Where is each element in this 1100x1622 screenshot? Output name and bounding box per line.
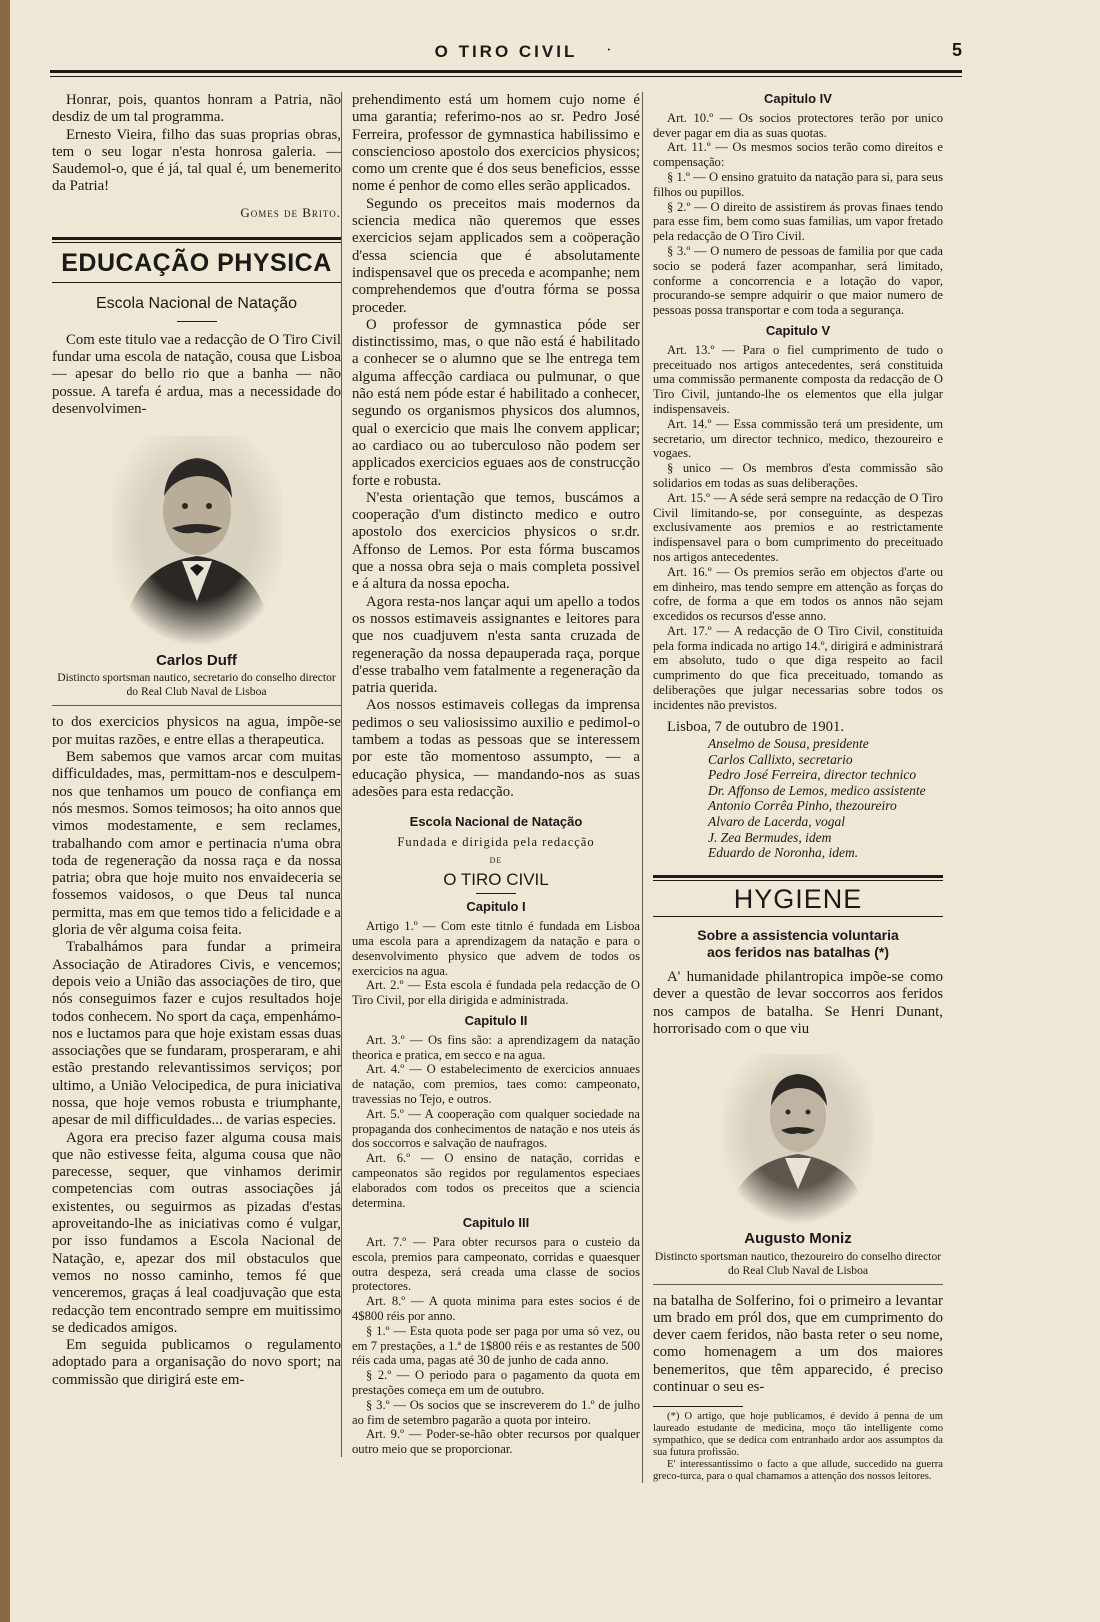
chapter-heading: Capitulo V xyxy=(765,322,831,338)
article-paragraph: na batalha de Solferino, foi o primeiro a levantar um brado em pról dos, que em cumprimento do dever caem feridos, não basta reter o seu nome, como homenagem a um dos maiores benemeritos, que têm apparecido, é preciso continuar o seu es- xyxy=(653,1292,943,1395)
section-divider xyxy=(52,237,341,240)
article-paragraph: Agora era preciso fazer alguma cousa mais que não estivesse feita, alguma cousa que não parecesse, sequer, que vinhamos derimir competencias com outras associações já existentes, ou seguirmos as pizadas d'estas aproveitando-lhe as iniciativas como é vulgar, por isso fundamos a Escola Nacional de Natação, e, apezar dos mil obstaculos que vemos no nosso caminho, temos fé que venceremos, graças á leal coadjuvação que esta redacção tem encontrado sempre em muitissimo se dedicados amigos. xyxy=(52,1129,341,1336)
photo-caption: Distincto sportsman nautico, secretario do conselho director do Real Club Naval de Lisboa xyxy=(57,671,336,699)
header-rule-thin xyxy=(50,76,962,77)
column-3 xyxy=(642,92,943,1483)
article-paragraph: Bem sabemos que vamos arcar com muitas difficuldades, mas, permittam-nos e desculpem-nos que tenhamos um pouco de confiança em nós mesmos. Somos teimosos; ha oito annos que vimos modestamente, e sem reclames, trabalhando com amor e pertinacia n'uma obra toda de regeneração da nossa raça e da nossa patria; obra que hoje muito nos envaideceria se fossemos vaidosos, o que Deus tal nunca permitta, mas em que temos tido a felicidade e a gloria de vêr alguma coisa feita. xyxy=(52,749,341,939)
article-clause: Art. 3.º — Os fins são: a aprendizagem da natação theorica e pratica, em secco e na agua. xyxy=(352,1032,640,1062)
signatory: Alvaro de Lacerda, vogal xyxy=(708,813,845,829)
chapter-heading: Capitulo III xyxy=(462,1215,530,1231)
section-title: HYGIENE xyxy=(733,883,863,914)
signatory: Pedro José Ferreira, director technico xyxy=(708,767,917,783)
article-paragraph: to dos exercicios physicos na agua, impõe-se por muitas razões, e entre ellas a therapeutica. xyxy=(52,714,341,748)
signatory: Eduardo de Noronha, idem. xyxy=(708,845,859,861)
article-paragraph: Agora resta-nos lançar aqui um apello a todos os nossos estimaveis assignantes e leitores para que nos cuadjuvem n'esta santa cruzada de regeneração da nossa depauperada raça, porque d'esse trabalho vem fatalmente a regeneração da patria querida. xyxy=(352,593,640,697)
article-clause: Art. 13.º — Para o fiel cumprimento de tudo o preceituado nos artigos antecedentes, será constituida uma commissão permanente composta da redacção de O Tiro Civil, juntando-lhe os elementos que ella julgar indispensaveis. xyxy=(653,342,943,416)
section-divider xyxy=(653,875,943,878)
column-1 xyxy=(52,92,341,1389)
article-paragraph: Em seguida publicamos o regulamento adoptado para a organisação do novo sport; na commissão que dirigirá este em- xyxy=(52,1337,341,1388)
chapter-heading: Capitulo IV xyxy=(764,91,832,106)
intro-paragraph: Ernesto Vieira, filho das suas proprias obras, tem o seu logar n'esta honrosa galeria. — Saudemol-o, que é já, tal qual é, um benemerito da Patria! xyxy=(52,126,341,195)
article-clause: § 2.º — O periodo para o pagamento da quota em prestações começa em um de outubro. xyxy=(352,1368,640,1398)
article-clause: § 3.º — Os socios que se inscreverem do 1.º de julho ao fim de setembro pagarão a quota por inteiro. xyxy=(352,1397,640,1427)
article-paragraph: Trabalhámos para fundar a primeira Associação de Atiradores Civis, e vencemos; depois veio a União das associações de tiro, que nós conseguimos fazer e cujos resultados hoje todos conhecem. No sport da caça, empenhámo-nos e luctamos para que hoje existam essas duas associações que se fundaram, prosperaram, e ahi estão prestando relevantissimos serviços; por ultimo, a União Velocipedica, de pura iniciativa nossa, que hoje vemos robusta e triumphante, apesar de mil difficuldades... de varias especies. xyxy=(52,939,341,1129)
section-title: EDUCAÇÃO PHYSICA xyxy=(61,249,332,278)
article-clause: § unico — Os membros d'esta commissão são solidarios em todas as suas deliberações. xyxy=(653,461,943,490)
article-clause: § 3.º — O numero de pessoas de familia por que cada socio se poderá fazer acompanhar, será limitado, conforme a concorrencia e a lotação do vapor, procurando-se sempre adquirir o que maior numero de pessoas possa transportar e com toda a segurança. xyxy=(653,243,943,318)
article-paragraph: O professor de gymnastica póde ser distinctissimo, mas, o que não está é habilitado a conhecer se o alumno que se lhe entrega tem alguma affecção cardiaca ou pulmunar, o que não está nem póde estar é habilitado a conhecer, segundo os organismos physicos dos alumnos, qual o exercicio que mais lhe convem applicar; ao cardiaco ou ao tuberculoso não podem ser applicados exercicios eguaes aos de construcção forte e robusta. xyxy=(352,316,640,489)
chapter-heading: Capitulo I xyxy=(466,899,526,915)
signatories-list xyxy=(653,736,943,861)
column-2 xyxy=(341,92,640,1457)
article-paragraph: prehendimento está um homem cujo nome é uma garantia; referimo-nos ao sr. Pedro José Ferreira, professor de gymnastica habilissimo e consciencioso apostolo dos exercicios physicos; como um crente que é dos seus beneficios, essse nome é penhor de como elles serão applicados. xyxy=(352,92,640,195)
regulation-title: Escola Nacional de Natação xyxy=(409,814,583,830)
footnote xyxy=(653,1411,943,1483)
photo-name: Augusto Moniz xyxy=(744,1230,852,1248)
footnote-text: (*) O artigo, que hoje publicamos, é devido á penna de um laureado estudante de medicina, moço tão intelligente como sympathico, que se dedica com entranhado ardor aos assumptos da sua futura profissão. xyxy=(653,1411,943,1459)
intro-paragraph: Honrar, pois, quantos honram a Patria, não desdiz de um tal programma. xyxy=(52,92,341,126)
portrait-image xyxy=(723,1054,873,1224)
regulation-de: DE xyxy=(489,855,503,865)
regulation-paper-name: O TIRO CIVIL xyxy=(443,870,549,890)
article-paragraph: Com este titulo vae a redacção de O Tiro Civil fundar uma escola de natação, cousa que Lisboa — apesar do bello rio que a banha — não possue. A tarefa é ardua, mas a necessidade do desenvolvimen- xyxy=(52,331,341,417)
article-clause: Art. 11.º — Os mesmos socios terão como direitos e compensação: xyxy=(653,140,943,170)
portrait-augusto-moniz xyxy=(723,1054,873,1224)
regulation-subtitle: Fundada e dirigida pela redacção xyxy=(397,835,595,850)
article-clause: Art. 6.º — O ensino de natação, corridas e campeonatos são regidos por regulamentos especiaes elaborados com todos os preceitos que a sciencia determina. xyxy=(352,1151,640,1210)
article-paragraph: Aos nossos estimaveis collegas da imprensa pedimos o seu valiosissimo auxilio e pedimol-o tambem a todas as pessoas que se interessem por este tão momentoso assumpto, — a educação physica, — mandando-nos as suas adesões para esta redacção. xyxy=(352,697,640,800)
article-paragraph: Segundo os preceitos mais modernos da sciencia medica não queremos que esses exercicios sejam applicados sem a coöperação d'essa sciencia que é absolutamente indispensavel que os preceda e acompanhe; nem comprehendemos que d'outra fórma se possa proceder. xyxy=(352,195,640,316)
article-clause: § 1.º — O ensino gratuito da natação para si, para seus filhos ou pupillos. xyxy=(653,169,943,199)
article-clause: Art. 7.º — Para obter recursos para o custeio da escola, premios para campeonato, corridas e quaesquer outra despeza, será creada uma classe de socios protectores. xyxy=(352,1235,640,1294)
article-clause: Art. 10.º — Os socios protectores terão por unico dever pagar em dia as suas quotas. xyxy=(653,110,943,140)
signatory: Carlos Callixto, secretario xyxy=(708,751,853,767)
regulation-date: Lisboa, 7 de outubro de 1901. xyxy=(667,718,845,735)
chapter-heading: Capitulo II xyxy=(464,1012,528,1028)
author-signature: Gomes de Brito. xyxy=(240,204,341,220)
newspaper-page xyxy=(10,0,1100,1622)
article-clause: Art. 9.º — Poder-se-hão obter recursos por qualquer outro meio que se proporcionar. xyxy=(352,1427,640,1457)
signatory: Anselmo de Sousa, presidente xyxy=(708,735,869,751)
article-subtitle xyxy=(653,927,943,961)
article-clause: Art. 2.º — Esta escola é fundada pela redacção de O Tiro Civil, por ella dirigida e administrada. xyxy=(352,978,640,1008)
header-dot: · xyxy=(606,40,612,59)
page-number: 5 xyxy=(951,40,962,60)
header-rule-thick xyxy=(50,70,962,73)
article-paragraph: A' humanidade philantropica impõe-se como dever a questão de levar soccorros aos feridos nos campos de batalha. Se Henri Dunant, horrorisado com o que viu xyxy=(653,969,943,1037)
signatory: J. Zea Bermudes, idem xyxy=(708,829,832,845)
article-clause: Art. 8.º — A quota minima para estes socios é de 4$800 réis por anno. xyxy=(352,1294,640,1324)
article-subtitle: Escola Nacional de Natação xyxy=(95,295,297,313)
article-clause: § 2.º — O direito de assistirem ás provas finaes tendo para esse fim, bem como suas familias, um vapor fretado pela redacção de O Tiro Civil. xyxy=(653,199,943,244)
page-header xyxy=(50,40,962,80)
portrait-carlos-duff xyxy=(112,436,282,646)
photo-name: Carlos Duff xyxy=(156,652,237,670)
article-clause: Art. 16.º — Os premios serão em objectos d'arte ou em dinheiro, mas tendo sempre em attenção as forças do cofre, de forma a que em todos os annos não sejam excedidos os recursos d'esse anno. xyxy=(653,564,943,624)
portrait-image xyxy=(112,436,282,646)
signatory: Dr. Affonso de Lemos, medico assistente xyxy=(708,782,926,798)
article-clause: Art. 4.º — O estabelecimento de exercicios annuaes de natação, com premios, taes como: campeonato, travessias no Tejo, e outros. xyxy=(352,1062,640,1106)
article-subtitle-line: Sobre a assistencia voluntaria xyxy=(697,927,899,944)
article-clause: Art. 14.º — Essa commissão terá um presidente, um secretario, um director technico, medico, thezoureiro e vogaes. xyxy=(653,416,943,461)
footnote-text: E' interessantissimo o facto a que allude, succedido na guerra greco-turca, para o qual chamamos a attenção dos nossos leitores. xyxy=(653,1459,943,1483)
newspaper-title: O TIRO CIVIL xyxy=(434,42,578,61)
article-clause: Artigo 1.º — Com este titnlo é fundada em Lisboa uma escola para a aprendizagem da natação e para o desenvolvimento physico que advem de todos os exercicios na agua. xyxy=(352,919,640,978)
photo-caption: Distincto sportsman nautico, thezoureiro do conselho director do Real Club Naval de Lisboa xyxy=(654,1249,942,1277)
article-paragraph: N'esta orientação que temos, buscámos a cooperação d'um distincto medico e outro apostolo dos exercicios physicos o sr.dr. Affonso de Lemos. Por esta fórma buscamos que a nossa obra seja o mais completa possivel e á altura da nossa epocha. xyxy=(352,489,640,593)
article-clause: Art. 5.º — A cooperação com qualquer sociedade na propaganda dos conhecimentos de natação e nos uteis ás dos soccorros e salvação de naufragos. xyxy=(352,1106,640,1151)
article-clause: Art. 17.º — A redacção de O Tiro Civil, constituida pela forma indicada no artigo 14.º, dirigirá e administrará em absoluto, tudo o que diga respeito ao facil cumprimento do que fica preceituado, tomando as deliberações que julgar necessarias sobre todos os incidentes não previstos. xyxy=(653,623,943,712)
signatory: Antonio Corrêa Pinho, thezoureiro xyxy=(708,798,897,814)
article-clause: § 1.º — Esta quota pode ser paga por uma só vez, ou em 7 prestações, a 1.ª de 1$800 réis e as restantes de 500 réis cada uma, pagas até 30 de junho de cada anno. xyxy=(352,1323,640,1368)
article-subtitle-line: aos feridos nas batalhas (*) xyxy=(706,944,890,961)
article-clause: Art. 15.º — A séde será sempre na redacção de O Tiro Civil limitando-se, por conseguinte, as despezas exclusivamente aos premios e ao restrictamente indispensavel para o bom cumprimento do preceituado nos artigos antecedentes. xyxy=(653,490,943,564)
